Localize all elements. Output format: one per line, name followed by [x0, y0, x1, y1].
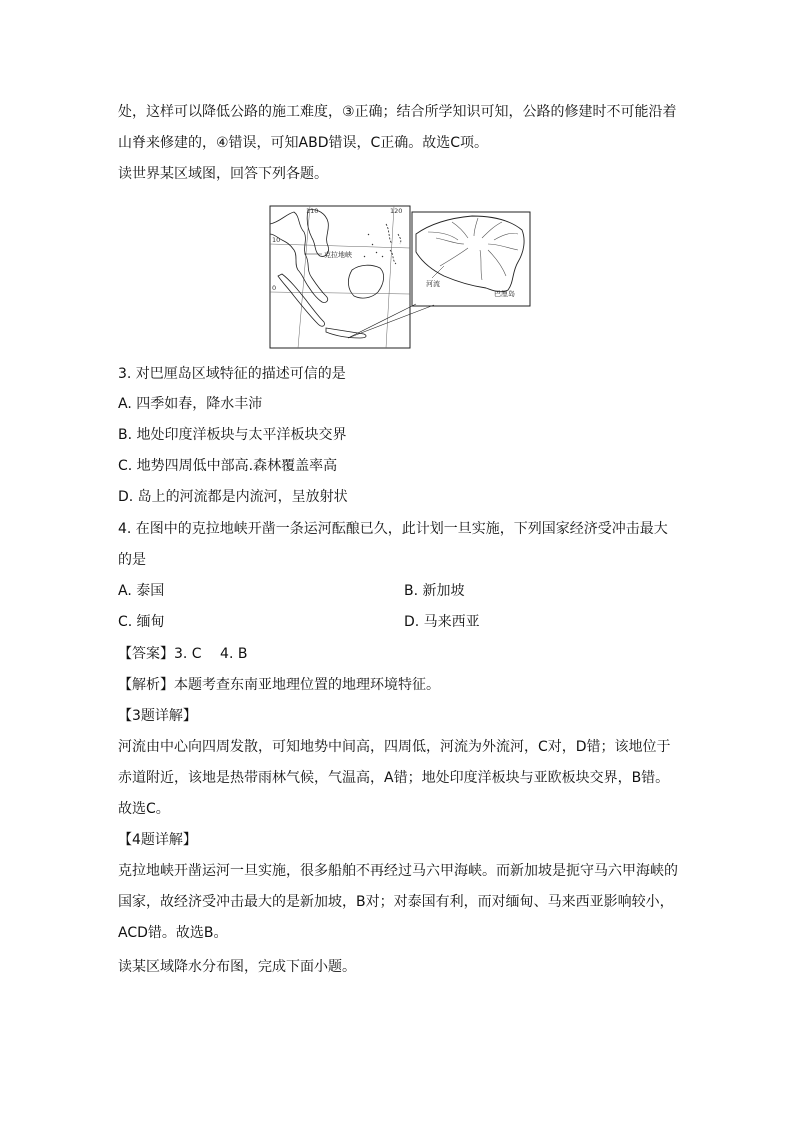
- detail-4-line-2: 国家，故经济受冲击最大的是新加坡，B对；对泰国有利，而对缅甸、马来西亚影响较小，: [118, 894, 674, 910]
- q3-option-d: D. 岛上的河流都是内流河，呈放射状: [118, 489, 348, 505]
- q3-option-c: C. 地势四周低中部高.森林覆盖率高: [118, 458, 338, 474]
- bali-label: 巴厘岛: [494, 290, 515, 298]
- q4-option-a: A. 泰国: [118, 583, 165, 599]
- q4-option-c: C. 缅甸: [118, 614, 165, 630]
- lon-120-label: 120: [390, 207, 403, 215]
- lat-10-label: 10: [272, 236, 281, 244]
- answer-line: 【答案】3. C 4. B: [118, 646, 248, 662]
- kra-isthmus-label: 克拉地峡: [324, 251, 352, 259]
- analysis-line: 【解析】本题考查东南亚地理位置的地理环境特征。: [118, 677, 440, 693]
- detail-3-line-1: 河流由中心向四周发散，可知地势中间高，四周低，河流为外流河，C对，D错；该地位于: [118, 739, 671, 755]
- q3-option-a: A. 四季如春，降水丰沛: [118, 396, 263, 412]
- lat-0-label: 0: [272, 284, 277, 292]
- question-4-line-1: 4. 在图中的克拉地峡开凿一条运河酝酿已久，此计划一旦实施，下列国家经济受冲击最大: [118, 521, 668, 537]
- text-line-2: 山脊来修建的，④错误，可知ABD错误，C正确。故选C项。: [118, 135, 489, 151]
- region-map-figure: [268, 204, 532, 350]
- detail-4-line-1: 克拉地峡开凿运河一旦实施，很多船舶不再经过马六甲海峡。而新加坡是扼守马六甲海峡的: [118, 863, 678, 879]
- detail-3-line-3: 故选C。: [118, 801, 170, 817]
- q3-option-b: B. 地处印度洋板块与太平洋板块交界: [118, 427, 347, 443]
- region-map: [268, 204, 532, 350]
- main-map-frame: [270, 206, 410, 348]
- next-question-intro: 读某区域降水分布图，完成下面小题。: [118, 959, 356, 975]
- text-line-1: 处，这样可以降低公路的施工难度，③正确；结合所学知识可知，公路的修建时不可能沿着: [118, 104, 677, 120]
- detail-4-title: 【4题详解】: [118, 832, 197, 848]
- question-3: 3. 对巴厘岛区域特征的描述可信的是: [118, 366, 346, 382]
- q4-option-d: D. 马来西亚: [404, 614, 480, 630]
- detail-4-line-3: ACD错。故选B。: [118, 925, 228, 941]
- detail-3-line-2: 赤道附近，该地是热带雨林气候，气温高，A错；地处印度洋板块与亚欧板块交界，B错。: [118, 770, 670, 786]
- question-4-line-2: 的是: [118, 552, 146, 568]
- q4-option-b: B. 新加坡: [404, 583, 465, 599]
- detail-3-title: 【3题详解】: [118, 708, 197, 724]
- river-label: 河流: [426, 280, 440, 288]
- map-intro: 读世界某区域图，回答下列各题。: [118, 166, 328, 182]
- lon-110-label: 110: [306, 207, 319, 215]
